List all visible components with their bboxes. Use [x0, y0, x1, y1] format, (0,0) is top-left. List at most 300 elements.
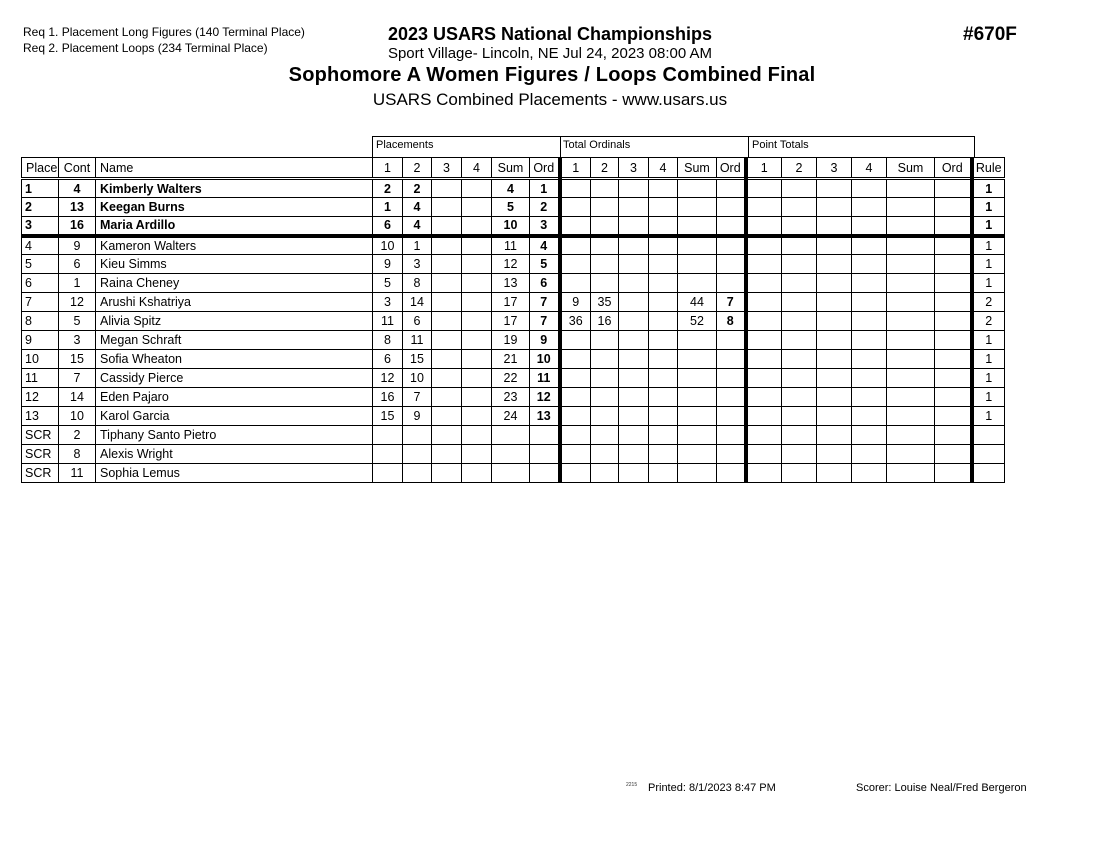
cell-o2 — [591, 464, 619, 483]
cell-o4 — [649, 407, 678, 426]
col-o3: 3 — [619, 158, 649, 179]
cell-cont: 2 — [59, 426, 96, 445]
cell-t3 — [817, 312, 852, 331]
cell-t2 — [782, 388, 817, 407]
cell-tsum — [887, 255, 935, 274]
cell-p1 — [373, 426, 403, 445]
cell-tord — [935, 445, 972, 464]
cell-pord: 12 — [530, 388, 560, 407]
cell-o1 — [560, 274, 591, 293]
printed-timestamp: Printed: 8/1/2023 8:47 PM — [648, 782, 776, 794]
cell-o3 — [619, 217, 649, 236]
table-row — [22, 331, 1005, 350]
table-row — [22, 179, 1005, 198]
cell-t4 — [852, 464, 887, 483]
cell-p3 — [432, 179, 462, 198]
cell-pord: 3 — [530, 217, 560, 236]
cell-psum: 17 — [492, 312, 530, 331]
cell-t3 — [817, 274, 852, 293]
table-row — [22, 312, 1005, 331]
cell-pord: 9 — [530, 331, 560, 350]
cell-o3 — [619, 369, 649, 388]
cell-o4 — [649, 350, 678, 369]
cell-o1: 9 — [560, 293, 591, 312]
cell-osum — [678, 274, 717, 293]
cell-t4 — [852, 293, 887, 312]
cell-t1 — [746, 369, 782, 388]
cell-t1 — [746, 445, 782, 464]
cell-osum — [678, 179, 717, 198]
cell-t1 — [746, 331, 782, 350]
col-name: Name — [96, 158, 373, 179]
cell-t3 — [817, 407, 852, 426]
cell-place: 2 — [22, 198, 59, 217]
col-p4: 4 — [462, 158, 492, 179]
col-o4: 4 — [649, 158, 678, 179]
cell-psum: 11 — [492, 236, 530, 255]
cell-cont: 1 — [59, 274, 96, 293]
cell-rule: 1 — [972, 274, 1005, 293]
cell-psum: 19 — [492, 331, 530, 350]
cell-cont: 7 — [59, 369, 96, 388]
cell-name: Tiphany Santo Pietro — [96, 426, 373, 445]
cell-p3 — [432, 274, 462, 293]
cell-name: Alivia Spitz — [96, 312, 373, 331]
cell-o1 — [560, 445, 591, 464]
cell-tsum — [887, 369, 935, 388]
cell-p4 — [462, 274, 492, 293]
col-p2: 2 — [403, 158, 432, 179]
cell-o1 — [560, 407, 591, 426]
requirement-2: Req 2. Placement Loops (234 Terminal Place) — [23, 41, 268, 55]
cell-name: Raina Cheney — [96, 274, 373, 293]
cell-o4 — [649, 198, 678, 217]
cell-p1: 9 — [373, 255, 403, 274]
cell-p4 — [462, 350, 492, 369]
cell-o2 — [591, 445, 619, 464]
cell-tsum — [887, 236, 935, 255]
cell-o4 — [649, 293, 678, 312]
cell-osum — [678, 255, 717, 274]
cell-place: 9 — [22, 331, 59, 350]
cell-t4 — [852, 350, 887, 369]
cell-p4 — [462, 179, 492, 198]
table-row — [22, 369, 1005, 388]
cell-oord — [717, 179, 746, 198]
cell-rule: 1 — [972, 236, 1005, 255]
group-total-ordinals: Total Ordinals — [560, 136, 749, 158]
cell-rule — [972, 445, 1005, 464]
cell-p3 — [432, 369, 462, 388]
requirement-1: Req 1. Placement Long Figures (140 Terminal Place) — [23, 25, 305, 39]
cell-p2: 11 — [403, 331, 432, 350]
cell-t3 — [817, 293, 852, 312]
results-table — [21, 157, 1005, 483]
cell-tord — [935, 236, 972, 255]
cell-name: Karol Garcia — [96, 407, 373, 426]
cell-pord — [530, 445, 560, 464]
cell-o1 — [560, 388, 591, 407]
cell-t1 — [746, 464, 782, 483]
col-tord: Ord — [935, 158, 972, 179]
cell-oord — [717, 198, 746, 217]
cell-o2 — [591, 350, 619, 369]
cell-osum — [678, 369, 717, 388]
col-pord: Ord — [530, 158, 560, 179]
cell-oord — [717, 331, 746, 350]
cell-name: Kieu Simms — [96, 255, 373, 274]
cell-t1 — [746, 407, 782, 426]
cell-osum — [678, 445, 717, 464]
cell-t3 — [817, 426, 852, 445]
cell-oord — [717, 274, 746, 293]
cell-o2 — [591, 331, 619, 350]
cell-o1 — [560, 255, 591, 274]
cell-cont: 10 — [59, 407, 96, 426]
cell-cont: 4 — [59, 179, 96, 198]
cell-cont: 9 — [59, 236, 96, 255]
cell-tord — [935, 312, 972, 331]
venue-date: Sport Village- Lincoln, NE Jul 24, 2023 08:00 AM — [387, 45, 713, 62]
cell-p4 — [462, 331, 492, 350]
cell-o3 — [619, 274, 649, 293]
cell-t2 — [782, 350, 817, 369]
event-title: Sophomore A Women Figures / Loops Combined Final — [288, 64, 816, 86]
cell-t4 — [852, 369, 887, 388]
cell-tord — [935, 217, 972, 236]
cell-rule: 1 — [972, 179, 1005, 198]
cell-psum: 13 — [492, 274, 530, 293]
cell-p2: 14 — [403, 293, 432, 312]
cell-tord — [935, 179, 972, 198]
cell-t3 — [817, 255, 852, 274]
cell-tsum — [887, 217, 935, 236]
cell-t4 — [852, 426, 887, 445]
cell-rule: 1 — [972, 407, 1005, 426]
col-o2: 2 — [591, 158, 619, 179]
cell-place: 8 — [22, 312, 59, 331]
cell-p1: 1 — [373, 198, 403, 217]
cell-p3 — [432, 293, 462, 312]
cell-pord — [530, 464, 560, 483]
cell-psum: 22 — [492, 369, 530, 388]
cell-t4 — [852, 217, 887, 236]
cell-o4 — [649, 426, 678, 445]
cell-psum: 10 — [492, 217, 530, 236]
cell-rule: 1 — [972, 198, 1005, 217]
cell-p4 — [462, 445, 492, 464]
cell-pord: 6 — [530, 274, 560, 293]
cell-t4 — [852, 407, 887, 426]
cell-tord — [935, 331, 972, 350]
col-oord: Ord — [717, 158, 746, 179]
col-p1: 1 — [373, 158, 403, 179]
cell-p1: 8 — [373, 331, 403, 350]
cell-t4 — [852, 179, 887, 198]
cell-p3 — [432, 217, 462, 236]
cell-p4 — [462, 369, 492, 388]
cell-oord — [717, 350, 746, 369]
cell-p2: 6 — [403, 312, 432, 331]
cell-o3 — [619, 179, 649, 198]
header-row — [22, 158, 1005, 179]
cell-tord — [935, 350, 972, 369]
cell-p3 — [432, 198, 462, 217]
cell-place: 10 — [22, 350, 59, 369]
cell-t3 — [817, 369, 852, 388]
cell-t2 — [782, 198, 817, 217]
cell-rule: 2 — [972, 312, 1005, 331]
cell-oord: 7 — [717, 293, 746, 312]
cell-name: Alexis Wright — [96, 445, 373, 464]
cell-t1 — [746, 388, 782, 407]
cell-t3 — [817, 217, 852, 236]
cell-tsum — [887, 407, 935, 426]
cell-tsum — [887, 274, 935, 293]
cell-o1 — [560, 179, 591, 198]
cell-tord — [935, 388, 972, 407]
cell-pord: 4 — [530, 236, 560, 255]
cell-pord: 1 — [530, 179, 560, 198]
cell-tord — [935, 255, 972, 274]
cell-oord — [717, 369, 746, 388]
cell-tord — [935, 198, 972, 217]
cell-name: Maria Ardillo — [96, 217, 373, 236]
cell-p2: 15 — [403, 350, 432, 369]
cell-p1: 6 — [373, 217, 403, 236]
cell-place: 11 — [22, 369, 59, 388]
cell-tsum — [887, 198, 935, 217]
cell-p4 — [462, 388, 492, 407]
cell-p2 — [403, 445, 432, 464]
cell-o2 — [591, 369, 619, 388]
cell-o1 — [560, 236, 591, 255]
cell-tsum — [887, 350, 935, 369]
cell-oord: 8 — [717, 312, 746, 331]
cell-osum — [678, 426, 717, 445]
cell-tsum — [887, 464, 935, 483]
cell-o2 — [591, 236, 619, 255]
table-row — [22, 388, 1005, 407]
cell-t1 — [746, 179, 782, 198]
cell-o2 — [591, 198, 619, 217]
cell-psum: 21 — [492, 350, 530, 369]
cell-p3 — [432, 236, 462, 255]
table-row — [22, 426, 1005, 445]
cell-place: 4 — [22, 236, 59, 255]
cell-p1 — [373, 464, 403, 483]
cell-t2 — [782, 407, 817, 426]
cell-t1 — [746, 426, 782, 445]
cell-o4 — [649, 179, 678, 198]
cell-cont: 16 — [59, 217, 96, 236]
cell-o4 — [649, 255, 678, 274]
cell-place: 5 — [22, 255, 59, 274]
cell-place: SCR — [22, 464, 59, 483]
col-tsum: Sum — [887, 158, 935, 179]
cell-p4 — [462, 426, 492, 445]
cell-o1 — [560, 464, 591, 483]
cell-o1 — [560, 331, 591, 350]
cell-pord: 11 — [530, 369, 560, 388]
cell-cont: 11 — [59, 464, 96, 483]
cell-p2: 4 — [403, 198, 432, 217]
cell-pord: 5 — [530, 255, 560, 274]
cell-psum: 17 — [492, 293, 530, 312]
cell-place: SCR — [22, 426, 59, 445]
cell-t3 — [817, 198, 852, 217]
cell-o2: 16 — [591, 312, 619, 331]
cell-psum: 12 — [492, 255, 530, 274]
cell-pord: 7 — [530, 293, 560, 312]
cell-tord — [935, 407, 972, 426]
cell-pord: 2 — [530, 198, 560, 217]
cell-place: 13 — [22, 407, 59, 426]
col-t4: 4 — [852, 158, 887, 179]
cell-t3 — [817, 179, 852, 198]
cell-t2 — [782, 426, 817, 445]
cell-o4 — [649, 217, 678, 236]
cell-t3 — [817, 388, 852, 407]
col-t1: 1 — [746, 158, 782, 179]
cell-o2 — [591, 217, 619, 236]
cell-o4 — [649, 236, 678, 255]
cell-osum — [678, 217, 717, 236]
cell-name: Arushi Kshatriya — [96, 293, 373, 312]
cell-p4 — [462, 217, 492, 236]
cell-name: Eden Pajaro — [96, 388, 373, 407]
cell-oord — [717, 464, 746, 483]
cell-oord — [717, 236, 746, 255]
cell-o4 — [649, 331, 678, 350]
cell-rule: 1 — [972, 331, 1005, 350]
cell-t2 — [782, 369, 817, 388]
cell-p2 — [403, 426, 432, 445]
cell-o4 — [649, 274, 678, 293]
cell-psum: 23 — [492, 388, 530, 407]
cell-o3 — [619, 426, 649, 445]
cell-rule: 1 — [972, 369, 1005, 388]
cell-pord: 7 — [530, 312, 560, 331]
cell-osum: 44 — [678, 293, 717, 312]
cell-p4 — [462, 464, 492, 483]
cell-t3 — [817, 350, 852, 369]
event-number: #670F — [963, 24, 1017, 45]
cell-osum — [678, 198, 717, 217]
cell-p2: 9 — [403, 407, 432, 426]
cell-t2 — [782, 236, 817, 255]
cell-tord — [935, 274, 972, 293]
cell-o4 — [649, 388, 678, 407]
cell-o3 — [619, 388, 649, 407]
cell-o3 — [619, 350, 649, 369]
cell-t1 — [746, 198, 782, 217]
cell-cont: 6 — [59, 255, 96, 274]
cell-o4 — [649, 445, 678, 464]
cell-rule: 1 — [972, 388, 1005, 407]
cell-p1: 16 — [373, 388, 403, 407]
table-row — [22, 407, 1005, 426]
cell-cont: 3 — [59, 331, 96, 350]
cell-osum — [678, 350, 717, 369]
cell-name: Keegan Burns — [96, 198, 373, 217]
cell-p1: 6 — [373, 350, 403, 369]
cell-o3 — [619, 445, 649, 464]
cell-p3 — [432, 350, 462, 369]
cell-o3 — [619, 464, 649, 483]
cell-psum: 24 — [492, 407, 530, 426]
cell-o3 — [619, 312, 649, 331]
cell-p3 — [432, 388, 462, 407]
cell-p1: 15 — [373, 407, 403, 426]
cell-osum — [678, 388, 717, 407]
group-point-totals: Point Totals — [749, 136, 975, 158]
cell-psum: 5 — [492, 198, 530, 217]
cell-p1: 10 — [373, 236, 403, 255]
cell-tord — [935, 369, 972, 388]
cell-t4 — [852, 255, 887, 274]
cell-tsum — [887, 179, 935, 198]
cell-t1 — [746, 293, 782, 312]
cell-tsum — [887, 312, 935, 331]
cell-o2 — [591, 407, 619, 426]
cell-cont: 5 — [59, 312, 96, 331]
cell-tord — [935, 426, 972, 445]
cell-p1: 5 — [373, 274, 403, 293]
col-t3: 3 — [817, 158, 852, 179]
cell-p1: 3 — [373, 293, 403, 312]
cell-t2 — [782, 274, 817, 293]
cell-t2 — [782, 331, 817, 350]
cell-o1 — [560, 369, 591, 388]
cell-t4 — [852, 274, 887, 293]
cell-psum — [492, 464, 530, 483]
table-row — [22, 464, 1005, 483]
table-row — [22, 217, 1005, 236]
cell-tsum — [887, 388, 935, 407]
cell-oord — [717, 388, 746, 407]
cell-rule: 1 — [972, 350, 1005, 369]
cell-o3 — [619, 255, 649, 274]
cell-oord — [717, 217, 746, 236]
cell-p3 — [432, 426, 462, 445]
col-psum: Sum — [492, 158, 530, 179]
cell-o1 — [560, 350, 591, 369]
cell-t1 — [746, 274, 782, 293]
cell-t4 — [852, 388, 887, 407]
cell-t3 — [817, 331, 852, 350]
table-row — [22, 445, 1005, 464]
cell-name: Sofia Wheaton — [96, 350, 373, 369]
cell-p4 — [462, 312, 492, 331]
cell-p3 — [432, 331, 462, 350]
cell-o3 — [619, 331, 649, 350]
col-osum: Sum — [678, 158, 717, 179]
cell-place: 6 — [22, 274, 59, 293]
cell-o4 — [649, 464, 678, 483]
cell-p2: 4 — [403, 217, 432, 236]
cell-p2: 2 — [403, 179, 432, 198]
cell-place: SCR — [22, 445, 59, 464]
cell-tord — [935, 464, 972, 483]
cell-o1: 36 — [560, 312, 591, 331]
cell-pord: 13 — [530, 407, 560, 426]
cell-name: Kameron Walters — [96, 236, 373, 255]
cell-tsum — [887, 331, 935, 350]
cell-cont: 15 — [59, 350, 96, 369]
cell-p1: 12 — [373, 369, 403, 388]
cell-o3 — [619, 198, 649, 217]
